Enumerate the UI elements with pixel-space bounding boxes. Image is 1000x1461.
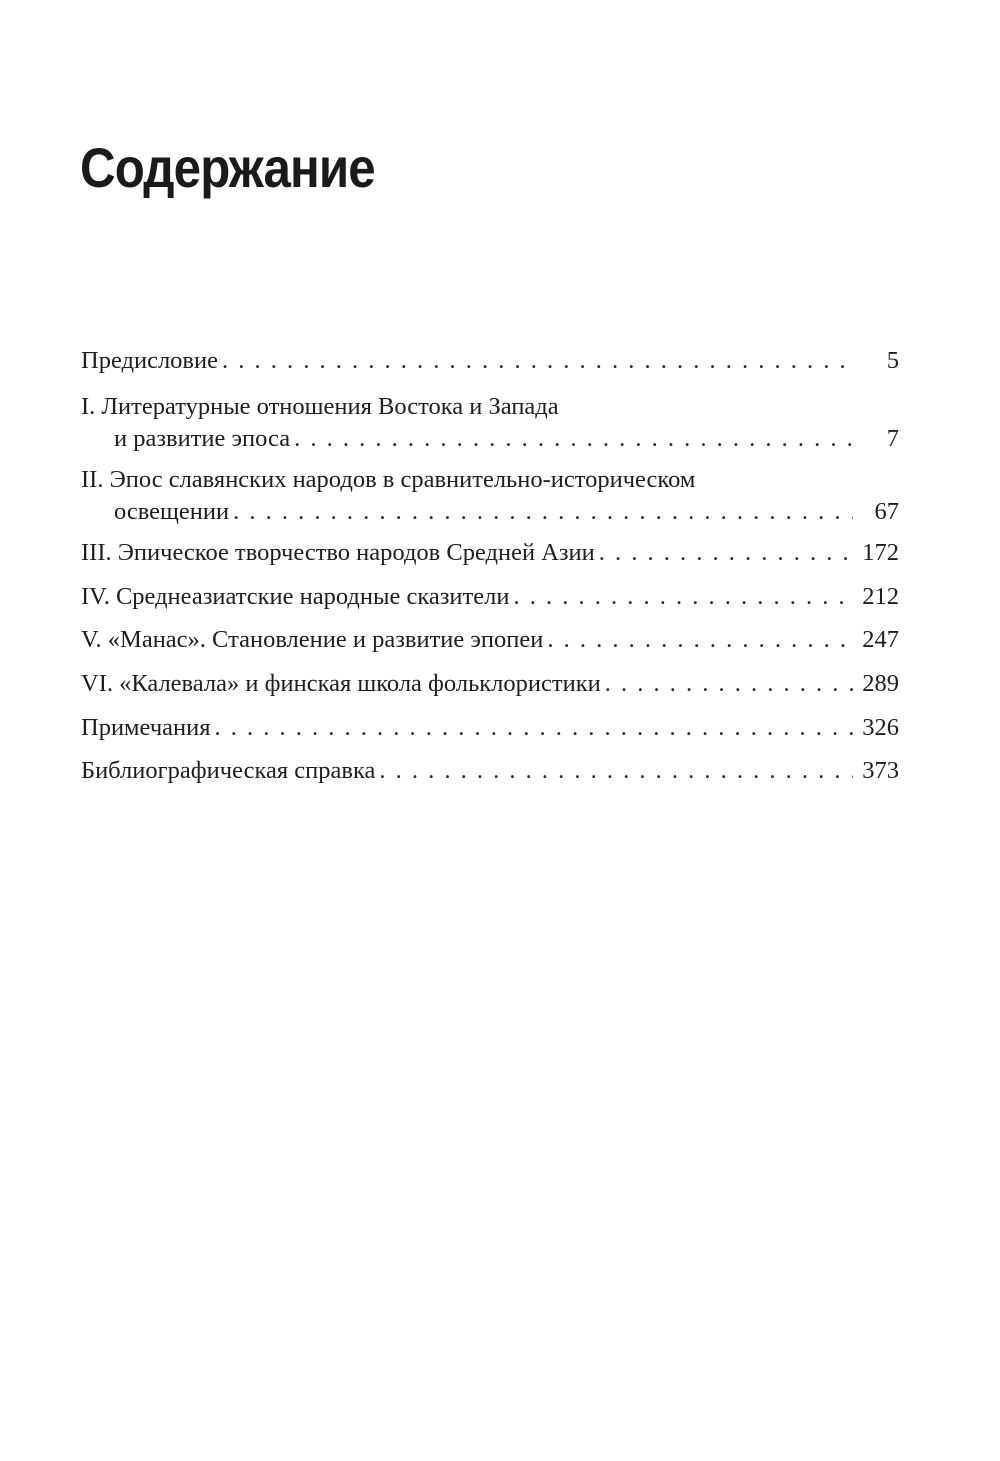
toc-page-number: 326 [862,714,899,741]
dot-leader [379,755,853,787]
toc-entry-notes[interactable] [81,712,899,744]
toc-page-number: 289 [862,670,899,697]
toc-entry-title: Предисловие [81,347,218,374]
dot-leader [547,624,853,656]
dot-leader [599,537,853,569]
toc-entry-title: Примечания [81,714,211,741]
dot-leader [294,423,853,455]
toc-entry-preface[interactable] [81,345,899,377]
dot-leader [513,581,853,613]
toc-page-number: 373 [862,757,899,784]
toc-page-number: 172 [862,539,899,566]
toc-entry-chapter-4[interactable] [81,581,899,613]
toc-entry-title-continued: и развитие эпоса [114,425,291,452]
dot-leader [222,345,853,377]
page-title: Содержание [80,136,375,199]
toc-entry-title: IV. Среднеазиатские народные сказители [81,583,510,610]
toc-entry-title: V. «Манас». Становление и развитие эпопеи [81,626,544,653]
toc-page-number: 212 [862,583,899,610]
dot-leader [233,496,853,528]
toc-entry-bibliography[interactable] [81,755,899,787]
dot-leader [605,668,853,700]
toc-entry-title: I. Литературные отношения Востока и Запада [81,393,559,420]
toc-entry-title-continued: освещении [114,498,230,525]
toc-entry-chapter-2[interactable] [81,464,899,528]
toc-entry-chapter-6[interactable] [81,668,899,700]
toc-entry-chapter-1[interactable] [81,391,899,455]
toc-page-number: 5 [886,347,899,374]
toc-entry-chapter-5[interactable] [81,624,899,656]
toc-entry-chapter-3[interactable] [81,537,899,569]
toc-page-number: 7 [886,425,899,452]
toc-entry-title: III. Эпическое творчество народов Средней Азии [81,539,595,566]
toc-page-number: 67 [874,498,899,525]
toc-entry-title: Библиографическая справка [81,757,376,784]
dot-leader [215,712,853,744]
toc-entry-title: II. Эпос славянских народов в сравнительно-историческом [81,466,696,493]
toc-page-number: 247 [862,626,899,653]
toc-entry-title: VI. «Калевала» и финская школа фольклористики [81,670,601,697]
